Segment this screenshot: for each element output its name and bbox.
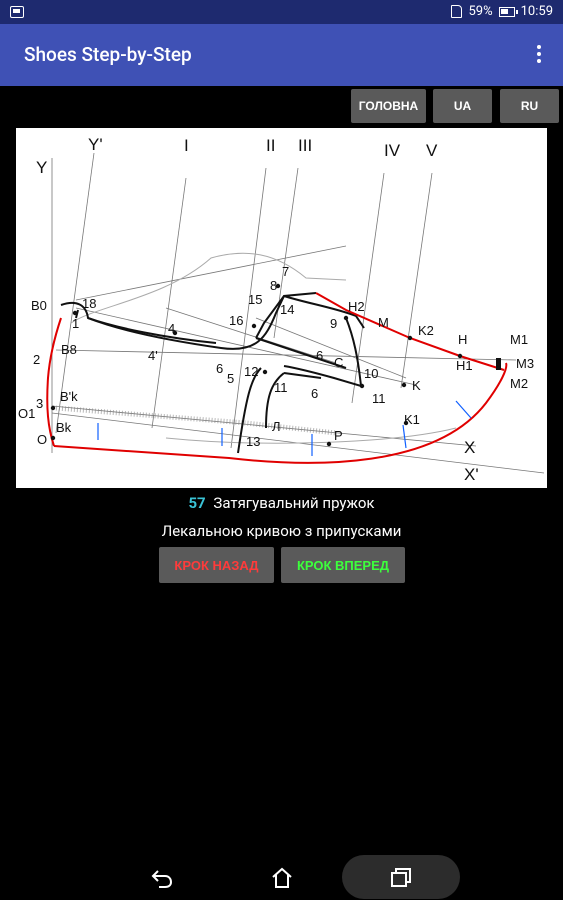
battery-percent: 59%: [468, 4, 493, 19]
axis-x-prime-label: X': [464, 465, 479, 484]
point-K1-label: K1: [404, 412, 420, 427]
axis-y-prime-label: Y': [88, 135, 103, 154]
point-O1-label: O1: [18, 406, 36, 421]
notification-icon: [10, 6, 24, 18]
ru-language-button[interactable]: RU: [500, 89, 559, 123]
point-K2-label: K2: [418, 323, 434, 338]
axis-v-label: V: [426, 141, 438, 160]
point-M-label: M: [378, 315, 389, 330]
point-Bk-prime-label: B'k: [60, 389, 78, 404]
axis-iii-label: III: [298, 136, 313, 155]
point-B8-label: B8: [61, 342, 77, 357]
point-15-label: 15: [248, 292, 263, 307]
point-Bk-label: Bk: [56, 420, 72, 435]
overflow-menu-icon[interactable]: [529, 42, 549, 68]
point-3-label: 3: [36, 396, 44, 411]
point-11-label-b: 11: [274, 380, 288, 395]
system-navigation-bar: [0, 855, 563, 900]
point-K-label: K: [412, 378, 421, 393]
app-title: Shoes Step-by-Step: [24, 43, 192, 66]
point-12-label: 12: [244, 364, 259, 379]
step-title: [0, 494, 563, 512]
point-4-label: 4: [168, 321, 176, 336]
battery-icon: [499, 7, 515, 17]
point-M3-label: M3: [516, 356, 535, 371]
axis-iv-label: IV: [384, 141, 401, 160]
point-2-label: 2: [33, 352, 41, 367]
step-forward-button[interactable]: КРОК ВПЕРЕД: [281, 547, 405, 583]
back-icon[interactable]: [150, 866, 174, 890]
point-18-label: 18: [82, 296, 97, 311]
point-M2-label: M2: [510, 376, 529, 391]
point-10-label: 10: [364, 366, 379, 381]
recent-apps-icon[interactable]: [389, 866, 413, 890]
home-icon[interactable]: [270, 866, 294, 890]
step-description: Лекальною кривою з припусками: [161, 522, 402, 540]
status-bar: [0, 0, 563, 24]
point-5-label: 5: [227, 371, 235, 386]
step-back-button[interactable]: КРОК НАЗАД: [159, 547, 274, 583]
point-B0-label: B0: [31, 298, 47, 313]
point-H-label: H: [458, 332, 468, 347]
clock: 10:59: [520, 4, 553, 19]
point-P-label: P: [334, 428, 343, 443]
point-11-label-a: 11: [372, 391, 386, 406]
point-6-label-a: 6: [216, 361, 224, 376]
pattern-diagram: [16, 128, 547, 488]
point-H2-label: H2: [348, 299, 365, 314]
step-number: 57: [188, 494, 206, 512]
point-14-label: 14: [280, 302, 295, 317]
point-O-label: O: [37, 432, 48, 447]
point-H1-label: H1: [456, 358, 473, 373]
status-right: [451, 4, 553, 19]
point-1-label: 1: [72, 316, 80, 331]
home-button[interactable]: ГОЛОВНА: [351, 89, 426, 123]
axis-ii-label: II: [266, 136, 276, 155]
step-title-text: Затягувальний пружок: [213, 494, 375, 512]
point-C-label: C: [334, 355, 344, 370]
point-6-label-c: 6: [311, 386, 319, 401]
point-16-label: 16: [229, 313, 244, 328]
point-4-prime-label: 4': [148, 348, 158, 363]
point-M1-label: M1: [510, 332, 529, 347]
point-6-label-b: 6: [316, 348, 324, 363]
axis-x-label: X: [464, 438, 476, 457]
point-7-label: 7: [282, 264, 290, 279]
point-9-label: 9: [330, 316, 338, 331]
ua-language-button[interactable]: UA: [433, 89, 492, 123]
point-13-label: 13: [246, 434, 261, 449]
shoe-pattern-drawing: [16, 128, 547, 488]
sim-card-icon: [451, 5, 462, 18]
app-bar: [0, 24, 563, 86]
axis-i-label: I: [184, 136, 189, 155]
point-L-label: Л: [272, 419, 281, 434]
axis-y-label: Y: [36, 158, 48, 177]
point-8-label: 8: [270, 278, 278, 293]
